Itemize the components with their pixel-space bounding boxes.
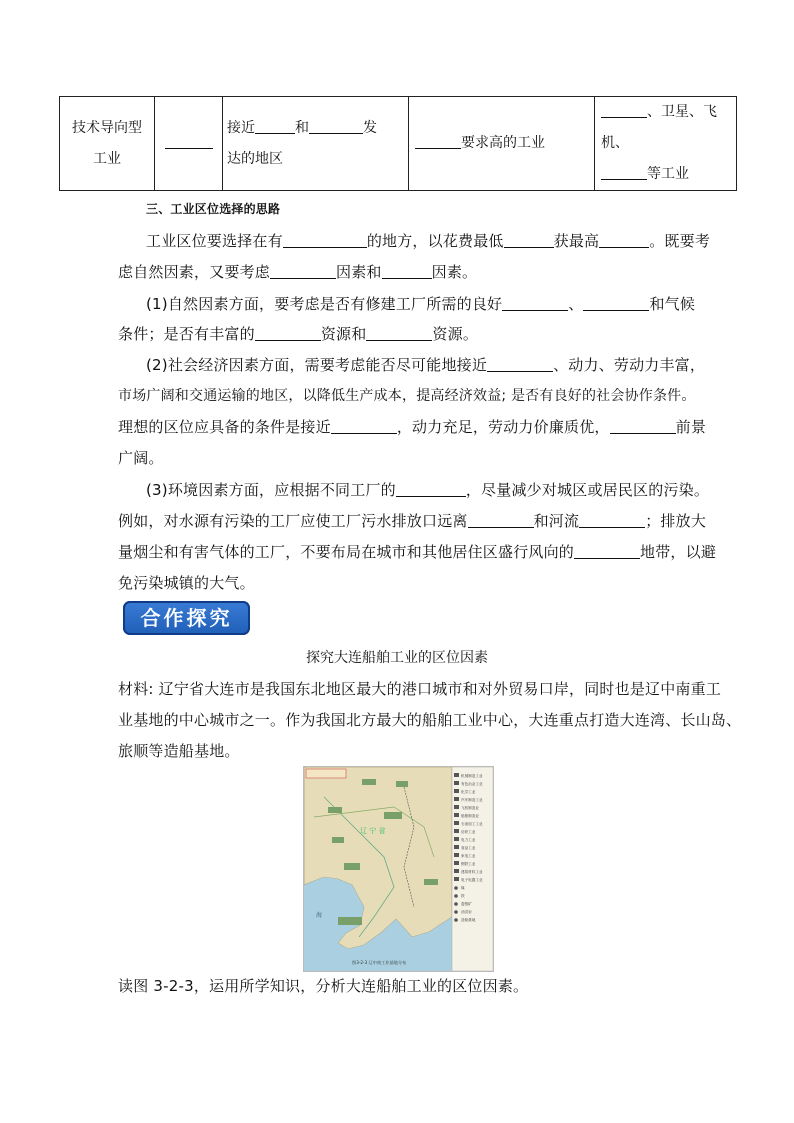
type-label-2: 工业 (93, 150, 121, 167)
legend-label: 钢铁工业 (461, 862, 476, 866)
legend-label: 电力工业 (461, 838, 476, 842)
answer-blank[interactable] (309, 117, 363, 134)
text: 条件；是否有丰富的 (118, 325, 255, 343)
legend-label: 机械制造工业 (461, 774, 483, 778)
answer-blank[interactable] (601, 101, 647, 118)
text: 因素和 (336, 263, 382, 281)
paragraph-line (118, 262, 477, 282)
answer-blank[interactable] (487, 355, 553, 372)
answer-blank[interactable] (610, 417, 676, 434)
text: 资源和 (320, 325, 367, 343)
material-line-1: 材料: 辽宁省大连市是我国东北地区最大的港口城市和对外贸易口岸，同时也是辽中南重工 (118, 680, 722, 698)
table-row (60, 97, 737, 191)
answer-blank[interactable] (366, 324, 432, 341)
answer-blank[interactable] (468, 511, 534, 528)
text: 量烟尘和有害气体的工厂，不要布局在城市和其他居住区盛行风向的 (118, 543, 575, 561)
text: 和 (295, 119, 309, 136)
material-line-3: 旅顺等造船基地。 (118, 742, 240, 760)
answer-blank[interactable] (331, 417, 397, 434)
text: 因素。 (431, 263, 478, 281)
legend-label: 菱镁矿 (461, 902, 472, 906)
legend-label: 有色冶金工业 (461, 782, 483, 786)
feature-cell (409, 97, 595, 191)
answer-blank[interactable] (502, 294, 568, 311)
legend-label: 造船基地 (461, 918, 476, 922)
section-heading: 三、工业区位选择的思路 (146, 202, 281, 216)
inquiry-subtitle: 探究大连船舶工业的区位因素 (306, 650, 488, 666)
text: 地带，以避 (640, 543, 717, 561)
text: ，尽量减少对城区或居民区的污染。 (465, 481, 710, 499)
cooperative-inquiry-badge: 合作探究 (123, 601, 250, 635)
answer-blank[interactable] (270, 262, 336, 279)
paragraph-line: 广阔。 (118, 449, 164, 467)
answer-blank[interactable] (382, 262, 432, 279)
text: 。既要考 (649, 232, 711, 250)
paragraph-line: 市场广阔和交通运输的地区，以降低生产成本，提高经济效益; 是否有良好的社会协作条件。 (118, 388, 696, 404)
text: (2)社会经济因素方面，需要考虑能否尽可能地接近 (146, 356, 488, 374)
liaoning-industry-map (303, 766, 494, 972)
answer-blank[interactable] (255, 324, 321, 341)
location-cell (223, 97, 409, 191)
text: 和气候 (649, 295, 696, 313)
text: 前景 (675, 418, 707, 436)
legend-label: 石油加工工业 (461, 822, 483, 826)
text: 达的地区 (227, 150, 283, 167)
text: 发 (363, 119, 377, 136)
text: 和河流 (533, 512, 580, 530)
paragraph-line (146, 355, 705, 375)
blank-cell (155, 97, 223, 191)
answer-blank[interactable] (599, 231, 649, 248)
answer-blank[interactable] (504, 231, 554, 248)
legend-label: 汽车制造工业 (461, 798, 483, 802)
answer-blank[interactable] (165, 132, 213, 149)
type-label-1: 技术导向型 (72, 119, 142, 136)
svg-text:海: 海 (316, 912, 323, 919)
paragraph-line (146, 480, 709, 500)
text: ；排放大 (645, 512, 707, 530)
province-label: 辽 宁 省 (360, 827, 386, 835)
answer-blank[interactable] (283, 231, 367, 248)
paragraph-line (118, 324, 478, 344)
legend-label: 建筑材料工业 (461, 870, 483, 874)
map-graphic (304, 767, 493, 971)
text: 、卫星、飞机、 (601, 104, 717, 151)
answer-blank[interactable] (601, 163, 647, 180)
legend-label: 船舶制造业 (461, 814, 479, 818)
legend-label: 纺织工业 (461, 830, 476, 834)
answer-blank[interactable] (583, 294, 649, 311)
legend-label: 油页岩 (461, 910, 472, 914)
question-text: 读图 3-2-3，运用所学知识，分析大连船舶工业的区位因素。 (118, 977, 529, 995)
legend-label: 食品工业 (461, 846, 476, 850)
paragraph-line (118, 417, 706, 437)
industry-table (59, 96, 737, 191)
material-line-2: 业基地的中心城市之一。作为我国北方最大的船舶工业中心，大连重点打造大连湾、长山岛、 (118, 711, 742, 729)
text: (1)自然因素方面，要考虑是否有修建工厂所需的良好 (146, 295, 503, 313)
text: 要求高的工业 (461, 135, 545, 151)
text: (3)环境因素方面，应根据不同工厂的 (146, 481, 396, 499)
paragraph-line (146, 294, 695, 314)
svg-text:图3-2-3 辽中南工业基地分布: 图3-2-3 辽中南工业基地分布 (352, 960, 407, 965)
legend-label: 化学工业 (461, 790, 476, 794)
legend-label: 铁 (461, 894, 465, 898)
legend-label: 煤 (461, 886, 465, 890)
example-cell (595, 97, 737, 191)
paragraph-line (118, 542, 716, 562)
text: 虑自然因素，又要考虑 (118, 263, 271, 281)
text: 理想的区位应具备的条件是接近 (118, 418, 331, 436)
answer-blank[interactable] (415, 132, 461, 149)
text: 等工业 (647, 166, 689, 182)
legend-label: 飞机制造业 (461, 806, 479, 810)
text: 的地方，以花费最低 (366, 232, 504, 250)
answer-blank[interactable] (574, 542, 640, 559)
legend-label: 家电工业 (461, 854, 476, 858)
paragraph-line (146, 231, 710, 251)
text: 接近 (227, 119, 255, 136)
paragraph-line: 免污染城镇的大气。 (118, 574, 255, 592)
text: 获最高 (553, 232, 600, 250)
legend-label: 电子电器工业 (461, 878, 483, 882)
answer-blank[interactable] (255, 117, 295, 134)
answer-blank[interactable] (579, 511, 645, 528)
text: 、 (568, 295, 584, 313)
text: 资源。 (432, 325, 479, 343)
text: 例如，对水源有污染的工厂应使工厂污水排放口远离 (118, 512, 468, 530)
text: 工业区位要选择在有 (146, 232, 283, 250)
answer-blank[interactable] (396, 480, 466, 497)
type-cell (60, 97, 155, 191)
text: ，动力充足，劳动力价廉质优， (396, 418, 610, 436)
paragraph-line (118, 511, 706, 531)
text: 、动力、劳动力丰富， (553, 356, 706, 374)
